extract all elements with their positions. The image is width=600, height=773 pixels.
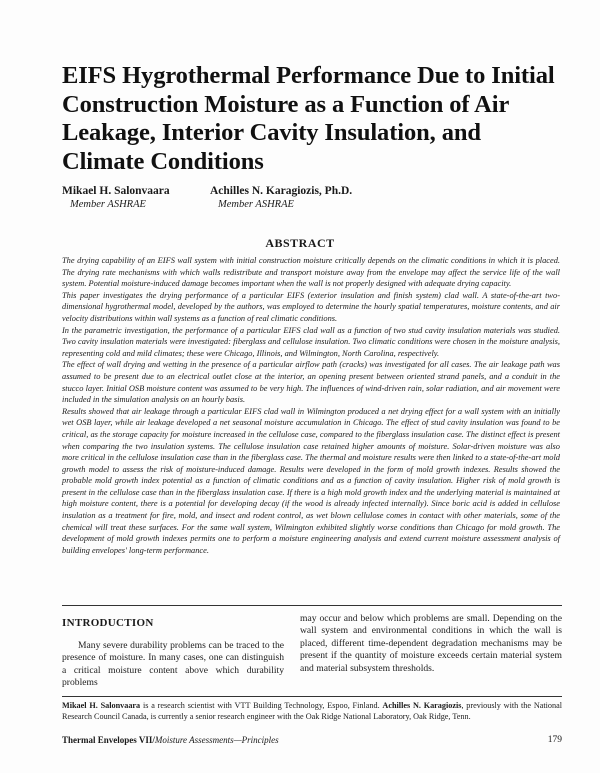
author-footnote — [62, 700, 562, 722]
page-footer — [62, 735, 562, 749]
journal-name — [62, 735, 279, 745]
author-block — [210, 184, 352, 212]
abstract-paragraph: The effect of wall drying and wetting in the presence of a particular airflow path (cracks) was investigated for all cases. The air leakage path was assumed to be present due to an electrical outlet close at the interior, an opening present between oriented strand panels, and a conduit in the stucco layer. Initial OSB moisture content was assumed to be very high. The influences of wind-driven rain, solar radiation, and air movement were included in the simulation analysis on an hourly basis. — [62, 360, 560, 405]
footnote-divider — [62, 696, 562, 697]
journal-subtitle: Moisture Assessments—Principles — [154, 735, 279, 745]
footnote-author-bio: is a research scientist with VTT Building Technology, Espoo, Finland. — [140, 701, 383, 710]
paper-title: EIFS Hygrothermal Performance Due to Initial Construction Moisture as a Function of Air Leakage, Interior Cavity Insulation, and Climate Conditions — [62, 62, 555, 175]
footnote-author-name: Achilles N. Karagiozis — [382, 701, 462, 710]
author-name: Achilles N. Karagiozis, Ph.D. — [210, 185, 353, 197]
journal-title: Thermal Envelopes VII/ — [62, 735, 155, 745]
introduction-left-column — [62, 640, 284, 690]
author-name: Mikael H. Salonvaara — [62, 185, 170, 197]
footnote-author-name: Mikael H. Salonvaara — [62, 701, 141, 710]
section-divider — [62, 605, 562, 606]
introduction-right-column — [300, 613, 562, 675]
introduction-paragraph: may occur and below which problems are small. Depending on the wall system and environmental conditions in which the wall is placed, different time-dependent degradation mechanisms may be present if the quantity of moisture exceeds certain material system and material subsystem thresholds. — [300, 613, 562, 674]
abstract-paragraph: This paper investigates the drying performance of a particular EIFS (exterior insulation and finish system) clad wall. A state-of-the-art two-dimensional hygrothermal model, developed by the authors, was employed to determine the hourly spatial temperatures, moisture contents, and air velocity distributions within wall systems as a function of real climatic conditions. — [62, 290, 560, 323]
abstract-paragraph: In the parametric investigation, the performance of a particular EIFS clad wall as a function of two stud cavity insulation materials was studied. Two cavity insulation materials were investigated: fiberglass and cellulose insulation. Two climatic conditions were chosen in the moisture analysis, representing cold and mild climates; these were Chicago, Illinois, and Wilmington, North Carolina, respectively. — [62, 325, 560, 358]
introduction-heading: INTRODUCTION — [62, 617, 154, 629]
abstract-paragraph: Results showed that air leakage through a particular EIFS clad wall in Wilmington produced a net drying effect for a wall system with an initially wet OSB layer, while air leakage developed a net seasonal moisture accumulation in Chicago. The effect of stud cavity insulation was found to be critical, as the storage capacity for moisture increased in the cellulose case, compared to the fiberglass insulation case. The distinct effect is present when comparing the two insulation systems. The cellulose insulation case retained higher amounts of moisture. Solar-driven moisture was also more critical in the cellulose insulation case than in the fiberglass case. The thermal and moisture results were then linked to a state-of-the-art mold growth model to assess the risk of moisture-induced damage. Results were developed in the form of mold growth indexes. Results showed the probable mold growth index potential as a function of climatic conditions and as a function of cavity insulation. Higher risk of mold growth is present in the cellulose case than in the fiberglass insulation case. If there is a high mold growth index and the underlying material is maintained at high moisture content, there is a potential for developing decay (if the wood is already infected internally). Since boric acid is added in cellulose insulation as a treatment for fire, mold, and insect and rodent control, as wet blown cellulose comes in contact with other materials, some of the chemical will treat these surfaces. For the same wall system, Wilmington exhibited slightly worse conditions than Chicago for mold growth. The development of mold growth indexes permits one to perform a moisture engineering analysis and extend current moisture assessment analysis of building envelopes' long-term performance. — [62, 406, 560, 555]
footnote-author-bio: , previously with the National Research Council Canada, is currently a senior research engineer with the Oak Ridge National Laboratory, Oak Ridge, Tenn. — [62, 701, 563, 721]
author-block — [62, 184, 170, 212]
abstract-body — [62, 255, 560, 556]
abstract-heading: ABSTRACT — [265, 236, 335, 250]
introduction-paragraph: Many severe durability problems can be traced to the presence of moisture. In many cases, one can distinguish a critical moisture content above which durability problems — [62, 640, 284, 689]
footnote-text — [62, 700, 562, 722]
page-number: 179 — [547, 735, 562, 745]
author-affiliation: Member ASHRAE — [218, 199, 294, 210]
author-affiliation: Member ASHRAE — [70, 199, 146, 210]
abstract-paragraph: The drying capability of an EIFS wall system with initial construction moisture critically depends on the climatic conditions in which it is placed. The drying rate mechanisms with which walls redistribute and transport moisture away from the envelope may affect the service life of the wall system. Potential moisture-induced damage becomes important when the wall is not properly designed with adequate drying capacity. — [62, 256, 560, 289]
